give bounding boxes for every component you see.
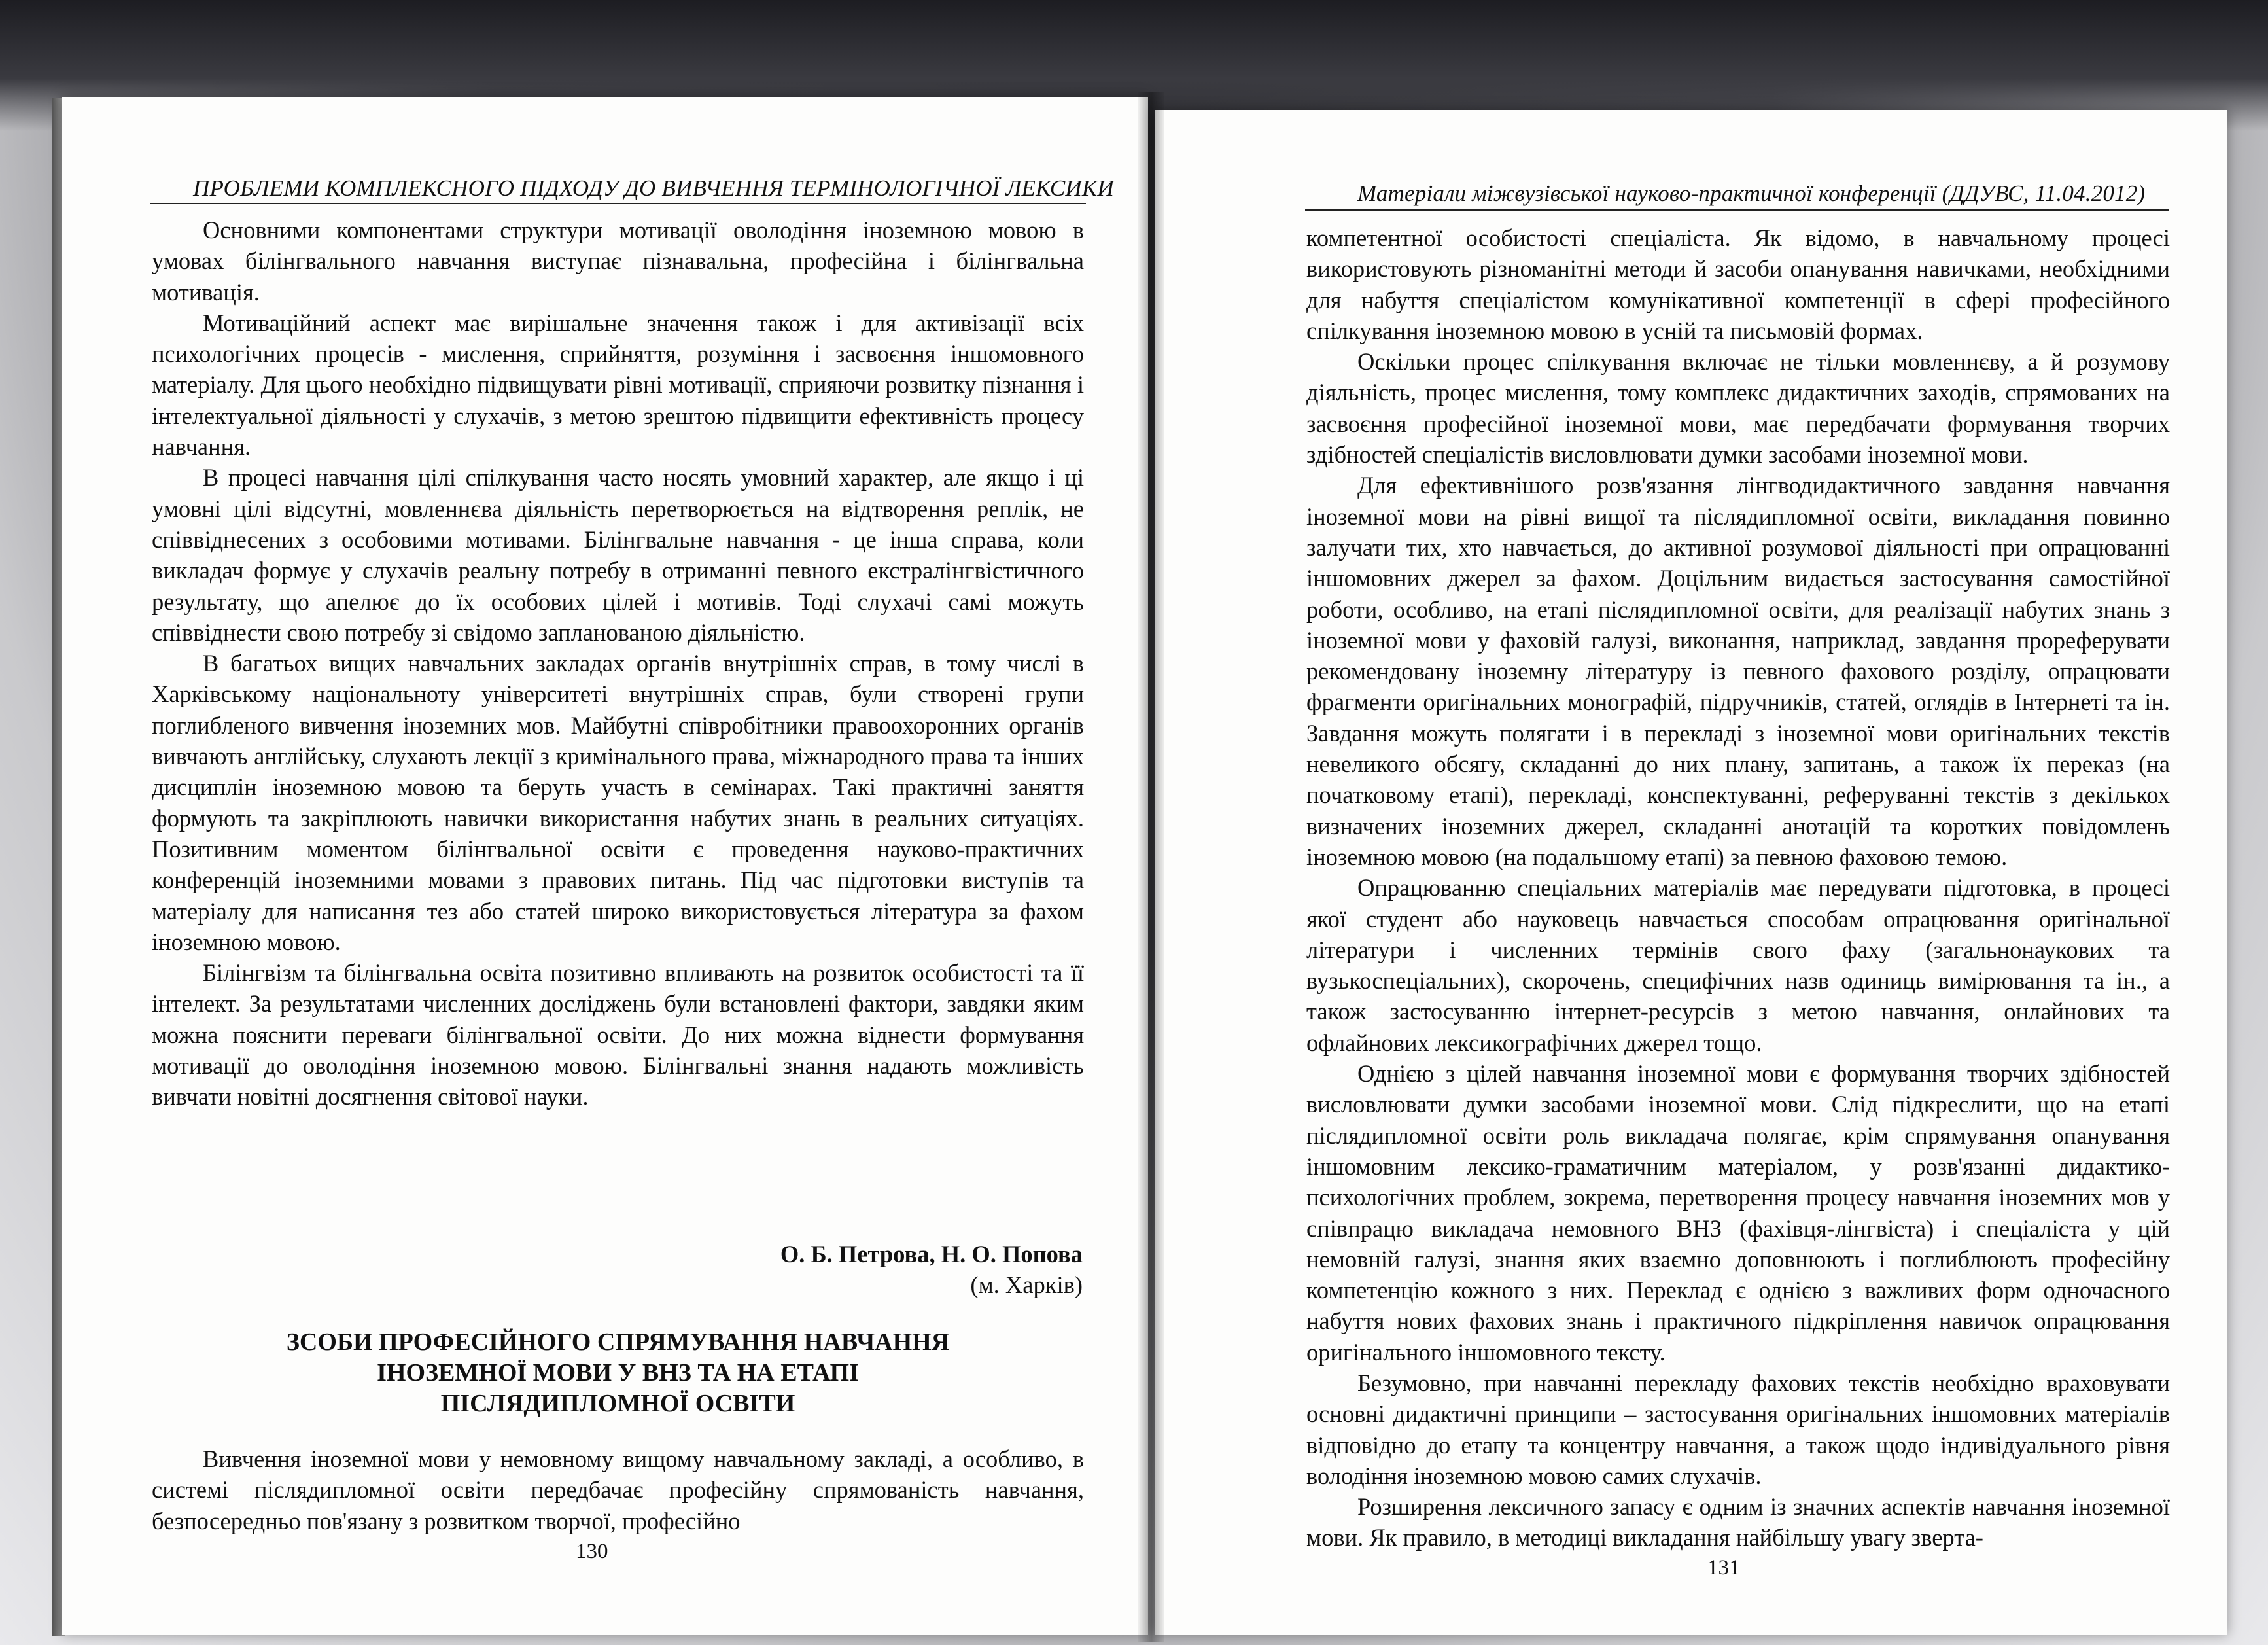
right-page-number: 131 (1707, 1556, 1740, 1580)
book-gutter (1138, 92, 1164, 1642)
title-line: ПІСЛЯДИПЛОМНОЇ ОСВІТИ (440, 1390, 795, 1417)
title-line: ЗСОБИ ПРОФЕСІЙНОГО СПРЯМУВАННЯ НАВЧАННЯ (286, 1328, 950, 1356)
left-paragraph: Мотиваційний аспект має вирішальне значення також і для активізації всіх психологічних процесів - мислення, сприйняття, розуміння і засвоєння іншомовного матеріалу. Для цього необхідно підвищувати рівні мотивації, сприяючи розвитку пізнання і інтелектуальної діяльності у слухачів, з метою зрештою підвищити ефективність процесу навчання. (152, 309, 1084, 461)
left-page (62, 97, 1148, 1635)
title-line: ІНОЗЕМНОЇ МОВИ У ВНЗ ТА НА ЕТАПІ (377, 1359, 859, 1387)
left-paragraph: Білінгвізм та білінгвальна освіта позитивно впливають на розвиток особистості та її інтелект. За результатами численних досліджень були встановлені фактори, завдяки яким можна пояснити переваги білінгвальної освіти. До них можна віднести формування мотивації до оволодіння іноземною мовою. Білінгвальні знання надають можливість вивчати новітні досягнення світової науки. (152, 959, 1084, 1110)
article-title (152, 1327, 1084, 1419)
left-running-head: ПРОБЛЕМИ КОМПЛЕКСНОГО ПІДХОДУ ДО ВИВЧЕННЯ ТЕРМІНОЛОГІЧНОЇ ЛЕКСИКИ (193, 175, 1114, 201)
right-body-text (1306, 222, 2170, 1553)
left-body-text (152, 215, 1084, 1112)
right-paragraph: Однією з цілей навчання іноземної мови є формування творчих здібностей висловлювати думки засобами іноземної мови. Слід підкреслити, що на етапі післядипломної освіти роль викладача полягає, крім спрямування опанування іншомовним лексико-граматичним матеріалом, у розв'язанні дидактико-психологічних проблем, зокрема, перетворення процесу навчання іноземних мов у співпрацю викладача немовного ВНЗ (фахівця-лінгвіста) і спеціаліста у цій немовній галузі, знання яких взаємно доповнюють і поглиблюють професійну компетенцію кожного з них. Переклад є однією з важливих форм одночасного набуття нових фахових знань і практичного підкріплення навичок опрацювання оригінального іншомовного тексту. (1306, 1060, 2170, 1366)
right-paragraph: компетентної особистості спеціаліста. Як відомо, в навчальному процесі використовують різноманітні методи й засоби опанування навичками, необхідними для набуття спеціалістом комунікативної компетенції в сфері професійного спілкування іноземною мовою в усній та письмовій формах. (1306, 224, 2170, 344)
right-paragraph: Для ефективнішого розв'язання лінгводидактичного завдання навчання іноземної мови на рівні вищої та післядипломної освіти, викладання повинно залучати тих, хто навчається, до активної розумової діяльності при опрацюванні іншомовних джерел за фахом. Доцільним видається застосування самостійної роботи, особливо, на етапі післядипломної освіти, для реалізації набутих знань з іноземної мови у фаховій галузі, виконання, наприклад, завдання прореферувати рекомендовану іноземну літературу із певного фахового розділу, опрацювати фрагменти оригінальних монографій, підручників, статей, оглядів в Інтернеті та ін. Завдання можуть полягати і в перекладі з іноземної мови оригінальних текстів невеликого обсягу, складанні до них плану, запитань, а також їх переказ (на початковому етапі), перекладі, конспектуванні, реферуванні текстів з декількох визначених іноземних джерел, складанні анотацій та коротких повідомлень іноземною мовою (на подальшому етапі) за певною фаховою темою. (1306, 472, 2170, 870)
right-page (1155, 110, 2227, 1635)
right-paragraph: Розширення лексичного запасу є одним із значних аспектів навчання іноземної мови. Як правило, в методиці викладання найбільшу увагу зверта- (1306, 1493, 2170, 1551)
author-city: (м. Харків) (970, 1271, 1083, 1298)
left-header-rule (150, 203, 1086, 204)
left-paragraph: Основними компонентами структури мотивації оволодіння іноземною мовою в умовах білінгвального навчання виступає пізнавальна, професійна і білінгвальна мотивація. (152, 217, 1084, 306)
author-block (494, 1239, 1083, 1300)
right-paragraph: Безумовно, при навчанні перекладу фахових текстів необхідно враховувати основні дидактичні принципи – застосування оригінальних іншомовних матеріалів відповідно до етапу та концентру навчання, а також щодо індивідуального рівня володіння іноземною мовою самих слухачів. (1306, 1369, 2170, 1489)
left-page-number: 130 (576, 1540, 608, 1563)
right-paragraph: Оскільки процес спілкування включає не тільки мовленнєву, а й розумову діяльність, процес мислення, тому комплекс дидактичних заходів, спрямованих на засвоєння професійної іноземної мови, має передбачати формування творчих здібностей спеціалістів висловлювати думки засобами іноземної мови. (1306, 348, 2170, 469)
right-paragraph: Опрацюванню спеціальних матеріалів має передувати підготовка, в процесі якої студент або науковець навчається способам опрацювання оригінальної літератури і численних термінів свого фаху (загальнонаукових та вузькоспеціальних), скорочень, специфічних назв одиниць вимірювання та ін., а також застосуванню інтернет-ресурсів з метою навчання, онлайнових та офлайнових лексикографічних джерел тощо. (1306, 874, 2170, 1056)
right-header-rule (1305, 209, 2169, 211)
intro-paragraph: Вивчення іноземної мови у немовному вищому навчальному закладі, а особливо, в системі післядипломної освіти передбачає професійну спрямованість навчання, безпосередньо пов'язану з розвитком творчої, професійно (152, 1445, 1084, 1534)
right-running-head: Матеріали міжвузівської науково-практичної конференції (ДДУВС, 11.04.2012) (1357, 181, 2146, 206)
author-names: О. Б. Петрова, Н. О. Попова (780, 1241, 1083, 1267)
left-paragraph: В процесі навчання цілі спілкування часто носять умовний характер, але якщо і ці умовні цілі відсутні, мовленнєва діяльність перетворюється на відтворення реплік, не співвіднесених з особовими мотивами. Білінгвальне навчання - це інша справа, коли викладач формує у слухачів реальну потребу в отриманні певного екстралінгвістичного результату, що апелює до їх особових цілей і мотивів. Тоді слухачі самі можуть співвіднести свою потребу зі свідомо запланованою діяльністю. (152, 464, 1084, 646)
left-intro-text (152, 1443, 1084, 1536)
left-paragraph: В багатьох вищих навчальних закладах органів внутрішніх справ, в тому числі в Харківському національноту університеті внутрішніх справ, були створені групи поглибленого вивчення іноземних мов. Майбутні співробітники правоохоронних органів вивчають англійську, слухають лекції з кримінального права, міжнародного права та інших дисциплін іноземною мовою та беруть участь в семінарах. Такі практичні заняття формують та закріплюють навички використання набутих знань в реальних ситуаціях. Позитивним моментом білінгвальної освіти є проведення науково-практичних конференцій іноземними мовами з правових питань. Під час підготовки виступів та матеріалу для написання тез або статей широко використовується література за фахом іноземною мовою. (152, 650, 1084, 955)
